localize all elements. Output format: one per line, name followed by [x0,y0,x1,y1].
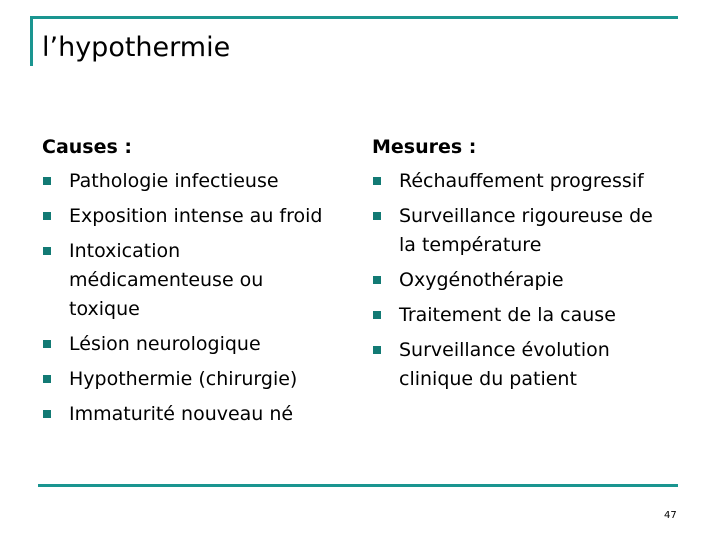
footer-divider [38,484,678,487]
title-frame-top-line [30,16,678,19]
list-item-text: Intoxication médicamenteuse ou toxique [69,240,264,320]
mesures-heading: Mesures : [372,136,477,158]
list-item [42,330,342,359]
list-item-text: Surveillance évolution clinique du patient [399,339,610,390]
list-item [372,336,639,394]
list-item-text: Lésion neurologique [69,333,261,355]
title-frame-left-line [30,16,33,66]
list-item-text: Pathologie infectieuse [69,170,279,192]
mesures-column [372,133,672,400]
list-item [372,202,674,260]
list-item [42,202,342,231]
square-bullet-icon [43,212,51,220]
square-bullet-icon [373,177,381,185]
causes-heading: Causes : [42,136,133,158]
list-item [42,167,342,196]
list-item-text: Oxygénothérapie [399,269,564,291]
list-item [42,365,342,394]
list-item [372,266,672,295]
list-item-text: Réchauffement progressif [399,170,644,192]
list-item [372,167,672,196]
page-number: 47 [664,510,677,521]
list-item-text: Exposition intense au froid [69,205,323,227]
list-item [372,301,672,330]
square-bullet-icon [373,311,381,319]
square-bullet-icon [43,247,51,255]
square-bullet-icon [43,340,51,348]
square-bullet-icon [43,375,51,383]
list-item-text: Surveillance rigoureuse de la température [399,205,653,256]
list-item [42,400,342,429]
slide-title: l’hypothermie [42,32,231,63]
square-bullet-icon [373,212,381,220]
square-bullet-icon [43,177,51,185]
causes-column [42,133,342,435]
causes-list [42,167,342,429]
square-bullet-icon [43,410,51,418]
list-item [42,237,279,324]
list-item-text: Traitement de la cause [399,304,616,326]
list-item-text: Immaturité nouveau né [69,403,294,425]
mesures-list [372,167,672,394]
square-bullet-icon [373,276,381,284]
list-item-text: Hypothermie (chirurgie) [69,368,298,390]
square-bullet-icon [373,346,381,354]
